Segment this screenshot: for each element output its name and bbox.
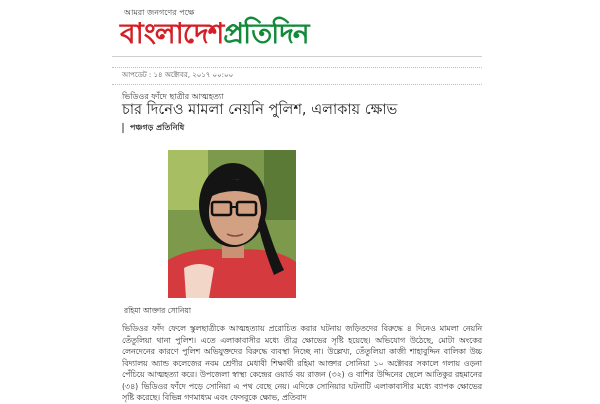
portrait-photo	[124, 150, 338, 298]
masthead-divider	[112, 56, 482, 57]
update-divider-bottom	[112, 84, 482, 85]
logo-part-pratidin: প্রতিদিন	[223, 17, 309, 50]
site-logo[interactable]	[120, 16, 309, 52]
photo-dress-pattern	[184, 264, 214, 298]
article-kicker: ভিডিওর ফাঁদে ছাত্রীর আত্মহত্যা	[122, 92, 224, 101]
article-photo[interactable]	[124, 150, 338, 298]
photo-foliage-dark	[264, 150, 296, 220]
masthead[interactable]	[120, 4, 370, 56]
article-body: ভিডিওর ফাঁদ ফেলে স্কুলছাত্রীকে আত্মহত্যায় প্ররোচিত করার ঘটনায় জড়িতদের বিরুদ্ধে ৪ দিনেও মামলা নেয়নি তেঁতুলিয়া থানা পুলিশ। এতে এলাকাবাসীর মধ্যে তীব্র ক্ষোভের সৃষ্টি হয়েছে। অভিযোগ উঠেছে, মোটা অংকের লেনদেনের কারণে পুলিশ অভিযুক্তদের বিরুদ্ধে ব্যবস্থা নিচ্ছে না। উল্লেখ্য, তেঁতুলিয়া কাজী শাহাবুদ্দিন বালিকা উচ্চ বিদ্যালয় অ্যান্ড কলেজের নবম শ্রেণীর মেধাবী শিক্ষার্থী রহিমা আক্তার সোনিয়া ১০ অক্টোবর সকালে গলায় ওড়না পেঁচিয়ে আত্মহত্যা করে। উপজেলা স্বাস্থ্য কেন্দ্রের ওয়ার্ড বয় রাজন (৩২) ও বাশির উদ্দিনের ছেলে আতিকুর রহমানের (৩৪) ভিডিওর ফাঁদে পড়ে সোনিয়া এ পথ বেছে নেয়। এদিকে সোনিয়ার ঘটনাটি এলাকাবাসীর মধ্যে ব্যাপক ক্ষোভের সৃষ্টি করেছে। বিভিন্ন গণমাধ্যম এবং ফেসবুকে ক্ষোভ, প্রতিবাদ	[122, 324, 482, 402]
logo-part-bangladesh: বাংলাদেশ	[120, 17, 224, 50]
article-byline: পঞ্চগড় প্রতিনিধি	[122, 123, 184, 133]
update-divider-top	[112, 67, 482, 68]
masthead-tagline: আমরা জনগণের পক্ষে	[124, 8, 195, 17]
photo-caption: রহিমা আক্তার সোনিয়া	[124, 306, 192, 315]
update-timestamp: আপডেট : ১৪ অক্টোবর, ২০১৭ ০০:০০	[122, 71, 234, 79]
article-headline: চার দিনেও মামলা নেয়নি পুলিশ, এলাকায় ক্ষোভ	[122, 102, 398, 118]
